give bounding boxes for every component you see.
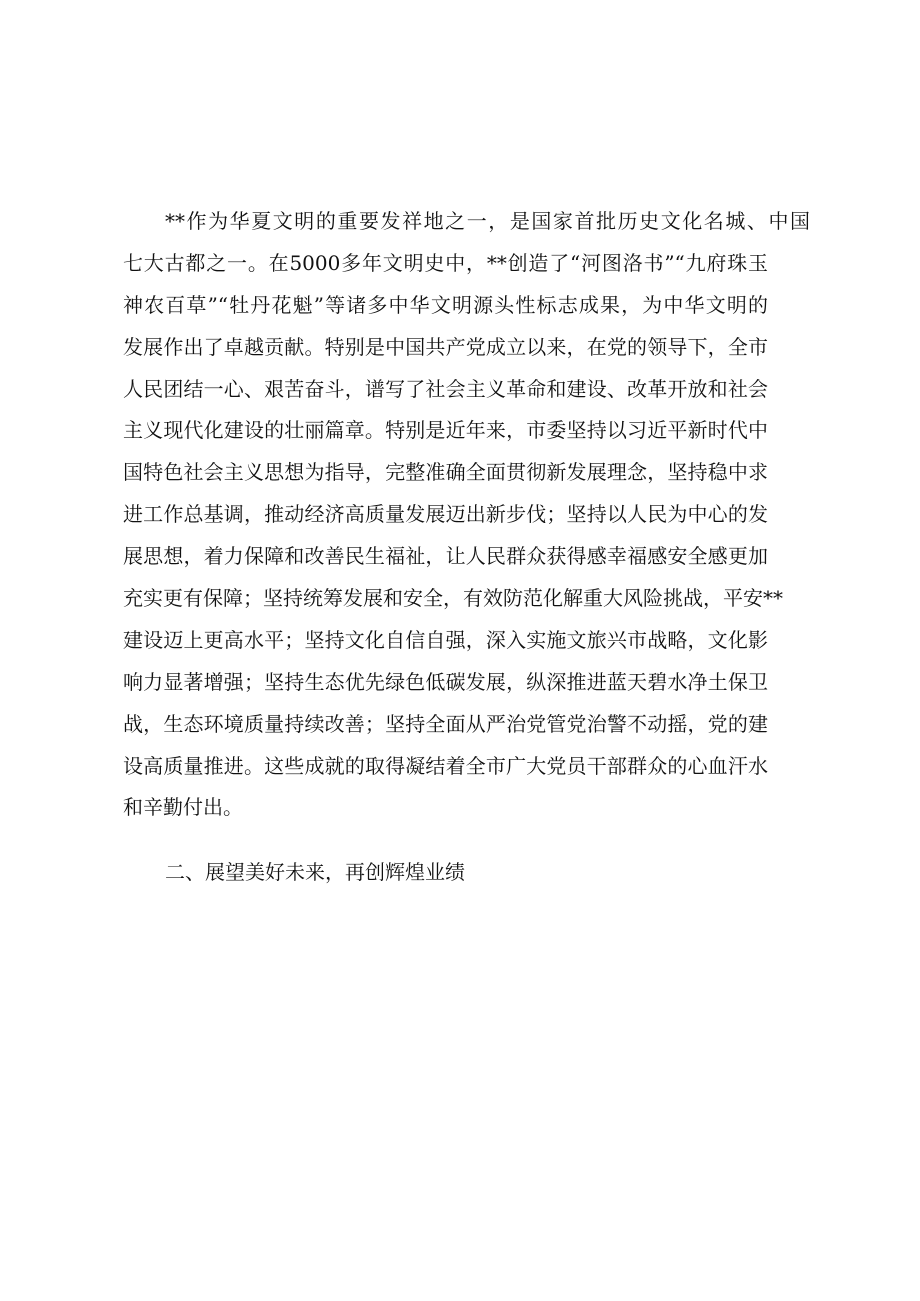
paragraph-line: **作为华夏文明的重要发祥地之一，是国家首批历史文化名城、中国 [165, 209, 810, 233]
paragraph-line: 主义现代化建设的壮丽篇章。特别是近年来，市委坚持以习近平新时代中 [123, 418, 768, 443]
paragraph-line: 充实更有保障；坚持统筹发展和安全，有效防范化解重大风险挑战，平安** [123, 586, 783, 611]
paragraph-line: 战，生态环境质量持续改善；坚持全面从严治党管党治警不动摇，党的建 [123, 711, 768, 736]
paragraph-line: 建设迈上更高水平；坚持文化自信自强，深入实施文旅兴市战略，文化影 [123, 627, 768, 652]
paragraph-line: 国特色社会主义思想为指导，完整准确全面贯彻新发展理念，坚持稳中求 [123, 460, 768, 485]
paragraph-line: 人民团结一心、艰苦奋斗，谱写了社会主义革命和建设、改革开放和社会 [123, 376, 768, 401]
paragraph-line: 发展作出了卓越贡献。特别是中国共产党成立以来，在党的领导下，全市 [123, 334, 768, 359]
paragraph-line: 展思想，着力保障和改善民生福祉，让人民群众获得感幸福感安全感更加 [123, 544, 768, 569]
paragraph-line: 七大古都之一。在5000多年文明史中，**创造了“河图洛书”“九府珠玉 [123, 250, 768, 275]
paragraph-line: 设高质量推进。这些成就的取得凝结着全市广大党员干部群众的心血汗水 [123, 753, 768, 778]
paragraph-line: 进工作总基调，推动经济高质量发展迈出新步伐；坚持以人民为中心的发 [123, 502, 768, 527]
paragraph-line: 和辛勤付出。 [123, 795, 243, 820]
paragraph-line: 响力显著增强；坚持生态优先绿色低碳发展，纵深推进蓝天碧水净土保卫 [123, 669, 768, 694]
section-heading: 二、展望美好未来，再创辉煌业绩 [165, 860, 465, 884]
body-paragraph [123, 201, 810, 829]
paragraph-line: 神农百草”“牡丹花魁”等诸多中华文明源头性标志成果，为中华文明的 [123, 292, 768, 317]
